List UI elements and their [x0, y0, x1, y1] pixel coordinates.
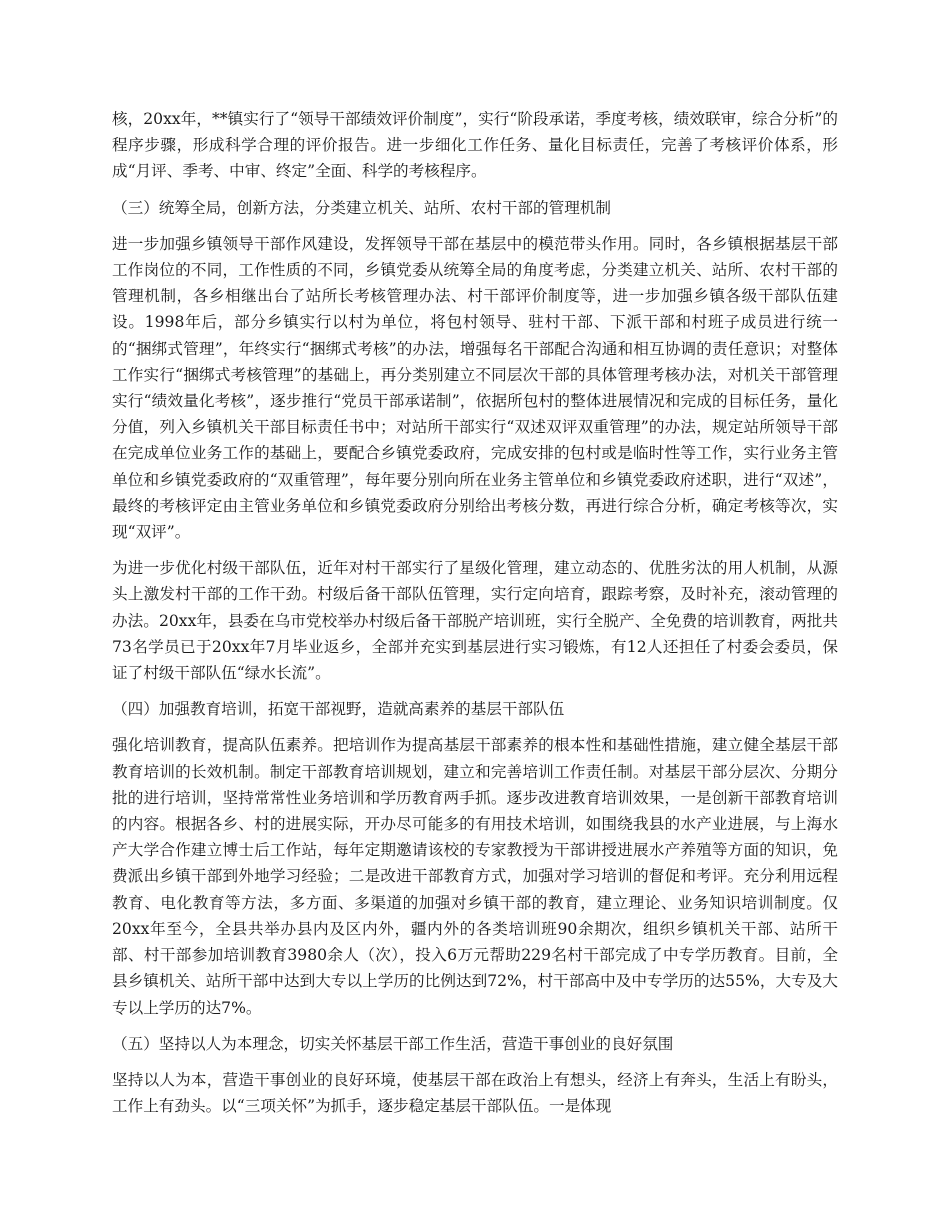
- paragraph-training: 强化培训教育，提高队伍素养。把培训作为提高基层干部素养的根本性和基础性措施，建立健全基层干部教育培训的长效机制。制定干部教育培训规划，建立和完善培训工作责任制。对基层干部分层次、分期分批的进行培训，坚持常常性业务培训和学历教育两手抓。逐步改进教育培训效果，一是创新干部教育培训的内容。根据各乡、村的进展实际，开办尽可能多的有用技术培训，如围绕我县的水产业进展，与上海水产大学合作建立博士后工作站，每年定期邀请该校的专家教授为干部讲授进展水产养殖等方面的知识，免费派出乡镇干部到外地学习经验；二是改进干部教育方式，加强对学习培训的督促和考评。充分利用远程教育、电化教育等方法，多方面、多渠道的加强对乡镇干部的教育，建立理论、业务知识培训制度。仅20xx年至今，全县共举办县内及区内外，疆内外的各类培训班90余期次，组织乡镇机关干部、站所干部、村干部参加培训教育3980余人（次），投入6万元帮助229名村干部完成了中专学历教育。目前，全县乡镇机关、站所干部中达到大专以上学历的比例达到72%，村干部高中及中专学历的达55%，大专及大专以上学历的达7%。: [112, 736, 838, 1017]
- paragraph-assessment-intro: 核，20xx年，**镇实行了“领导干部绩效评价制度”，实行“阶段承诺，季度考核，绩效联审，综合分析”的程序步骤，形成科学合理的评价报告。进一步细化工作任务、量化目标责任，完善了考核评价体系，形成“月评、季考、中审、终定”全面、科学的考核程序。: [112, 110, 838, 181]
- paragraph-management-mechanism: 进一步加强乡镇领导干部作风建设，发挥领导干部在基层中的模范带头作用。同时，各乡镇根据基层干部工作岗位的不同，工作性质的不同，乡镇党委从统筹全局的角度考虑，分类建立机关、站所、农村干部的管理机制，各乡相继出台了站所长考核管理办法、村干部评价制度等，进一步加强乡镇各级干部队伍建设。1998年后，部分乡镇实行以村为单位，将包村领导、驻村干部、下派干部和村班子成员进行统一的“捆绑式管理”，年终实行“捆绑式考核”的办法，增强每名干部配合沟通和相互协调的责任意识；对整体工作实行“捆绑式考核管理”的基础上，再分类别建立不同层次干部的具体管理考核办法，对机关干部管理实行“绩效量化考核”，逐步推行“党员干部承诺制”，依据所包村的整体进展情况和完成的目标任务，量化分值，列入乡镇机关干部目标责任书中；对站所干部实行“双述双评双重管理”的办法，规定站所领导干部在完成单位业务工作的基础上，要配合乡镇党委政府，完成安排的包村或是临时性等工作，实行业务主管单位和乡镇党委政府的“双重管理”，每年要分别向所在业务主管单位和乡镇党委政府述职，进行“双述”，最终的考核评定由主管业务单位和乡镇党委政府分别给出考核分数，再进行综合分析，确定考核等次，实现“双评”。: [112, 234, 838, 542]
- section-heading-3: （三）统筹全局，创新方法，分类建立机关、站所、农村干部的管理机制: [112, 198, 612, 217]
- section-heading-5: （五）坚持以人为本理念，切实关怀基层干部工作生活，营造干事创业的良好氛围: [112, 1034, 674, 1053]
- paragraph-village-cadres: 为进一步优化村级干部队伍，近年对村干部实行了星级化管理，建立动态的、优胜劣汰的用人机制，从源头上激发村干部的工作干劲。村级后备干部队伍管理，实行定向培育，跟踪考察，及时补充，滚动管理的办法。20xx年，县委在乌市党校举办村级后备干部脱产培训班，实行全脱产、全免费的培训教育，两批共73名学员已于20xx年7月毕业返乡，全部并充实到基层进行实习锻炼，有12人还担任了村委会委员，保证了村级干部队伍“绿水长流”。: [112, 559, 838, 683]
- paragraph-people-oriented: 坚持以人为本，营造干事创业的良好环境，使基层干部在政治上有想头，经济上有奔头，生活上有盼头，工作上有劲头。以“三项关怀”为抓手，逐步稳定基层干部队伍。一是体现: [112, 1070, 838, 1116]
- document-body: [112, 106, 838, 1129]
- section-heading-4: （四）加强教育培训，拓宽干部视野，造就高素养的基层干部队伍: [112, 700, 565, 719]
